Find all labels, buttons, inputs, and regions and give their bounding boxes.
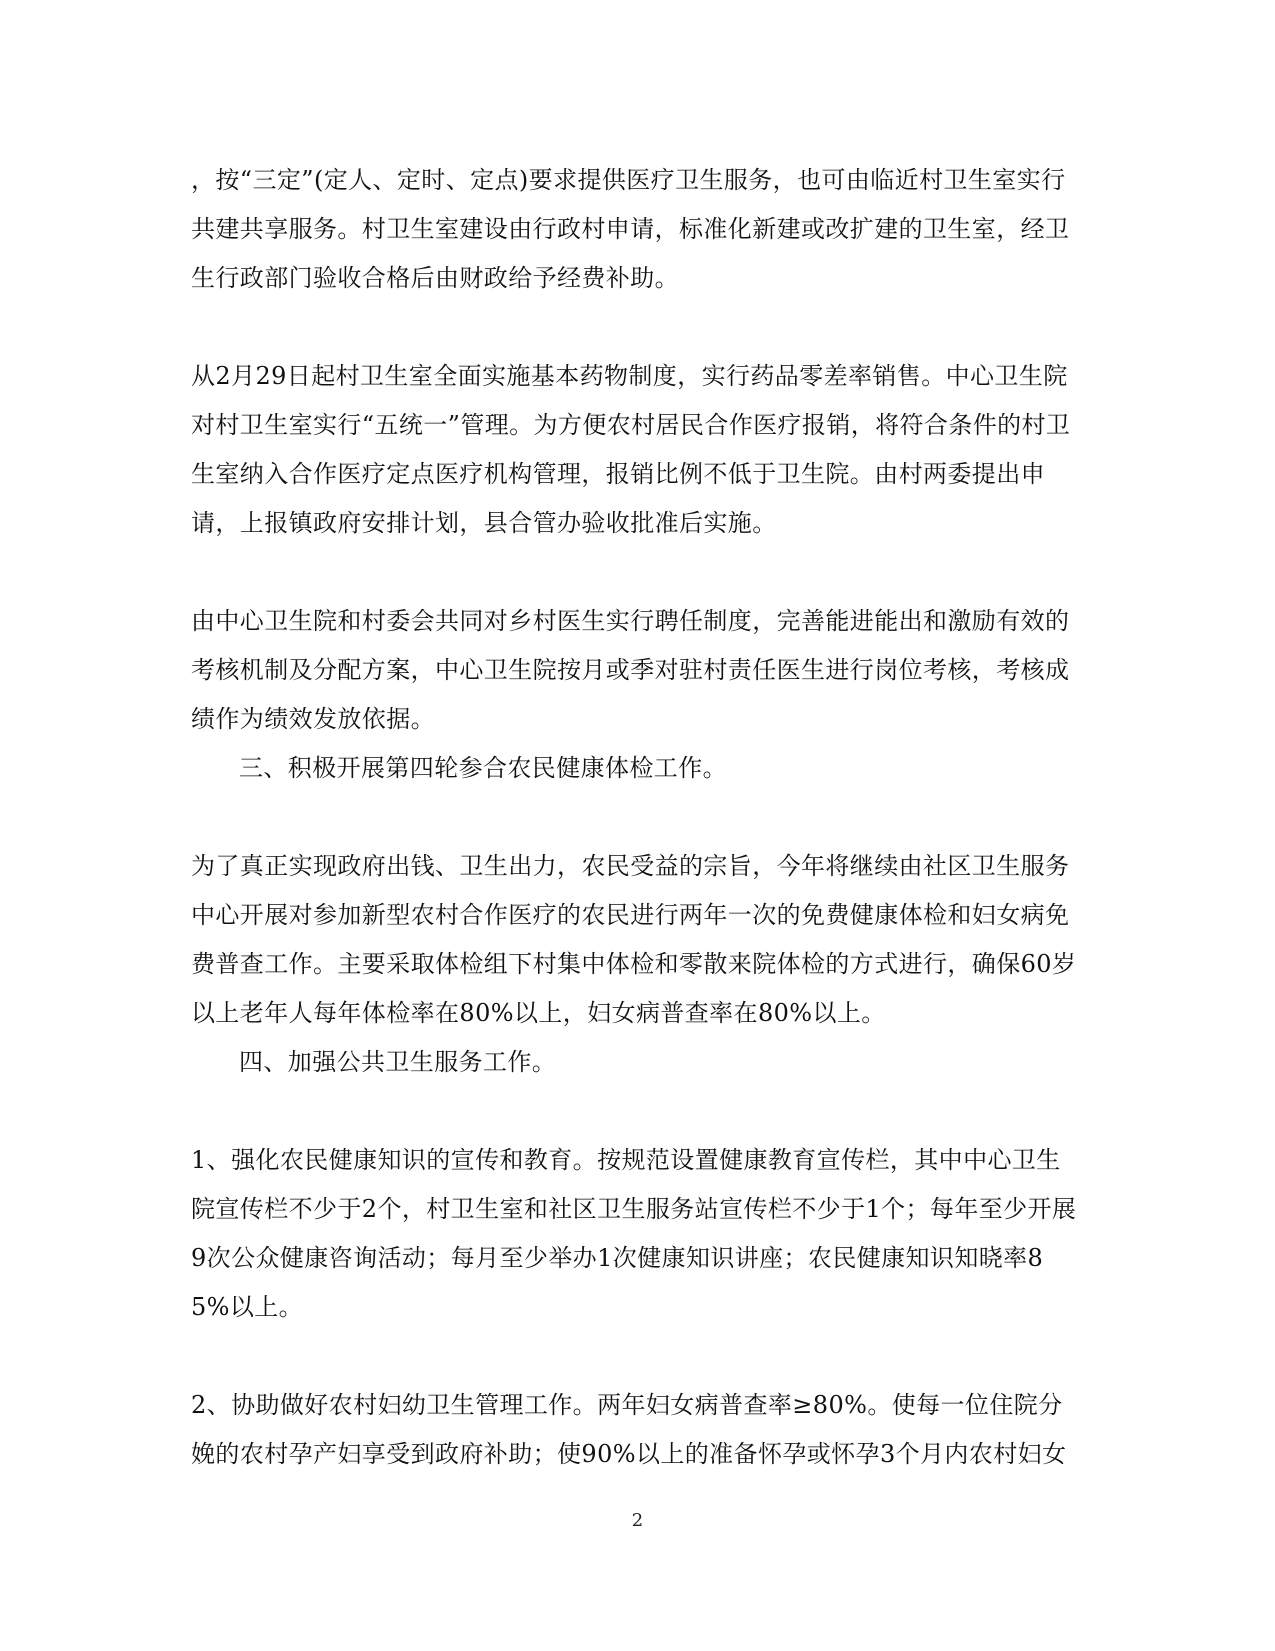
paragraph-4: 为了真正实现政府出钱、卫生出力，农民受益的宗旨，今年将继续由社区卫生服务中心开展对参加新型农村合作医疗的农民进行两年一次的免费健康体检和妇女病免费普查工作。主要采取体检组下村集中体检和零散来院体检的方式进行，确保60岁以上老年人每年体检率在80%以上，妇女病普查率在80%以上。 [191,852,1077,1027]
paragraph-1: ，按“三定”(定人、定时、定点)要求提供医疗卫生服务，也可由临近村卫生室实行共建共享服务。村卫生室建设由行政村申请，标准化新建或改扩建的卫生室，经卫生行政部门验收合格后由财政给予经费补助。 [191,166,1070,292]
section-heading-3: 三、积极开展第四轮参合农民健康体检工作。 [239,754,727,782]
paragraph-6: 2、协助做好农村妇幼卫生管理工作。两年妇女病普查率≥80%。使每一位住院分娩的农村孕产妇享受到政府补助；使90%以上的准备怀孕或怀孕3个月内农村妇女 [191,1391,1067,1468]
document-body [191,156,1081,1479]
page-number: 2 [631,1510,644,1531]
paragraph-5: 1、强化农民健康知识的宣传和教育。按规范设置健康教育宣传栏，其中中心卫生院宣传栏不少于2个，村卫生室和社区卫生服务站宣传栏不少于1个；每年至少开展9次公众健康咨询活动；每月至少举办1次健康知识讲座；农民健康知识知晓率85%以上。 [191,1146,1077,1321]
section-heading-4: 四、加强公共卫生服务工作。 [239,1048,557,1076]
paragraph-2: 从2月29日起村卫生室全面实施基本药物制度，实行药品零差率销售。中心卫生院对村卫生室实行“五统一”管理。为方便农村居民合作医疗报销，将符合条件的村卫生室纳入合作医疗定点医疗机构管理，报销比例不低于卫生院。由村两委提出申请，上报镇政府安排计划，县合管办验收批准后实施。 [191,362,1071,537]
paragraph-3: 由中心卫生院和村委会共同对乡村医生实行聘任制度，完善能进能出和激励有效的考核机制及分配方案，中心卫生院按月或季对驻村责任医生进行岗位考核，考核成绩作为绩效发放依据。 [191,607,1070,733]
